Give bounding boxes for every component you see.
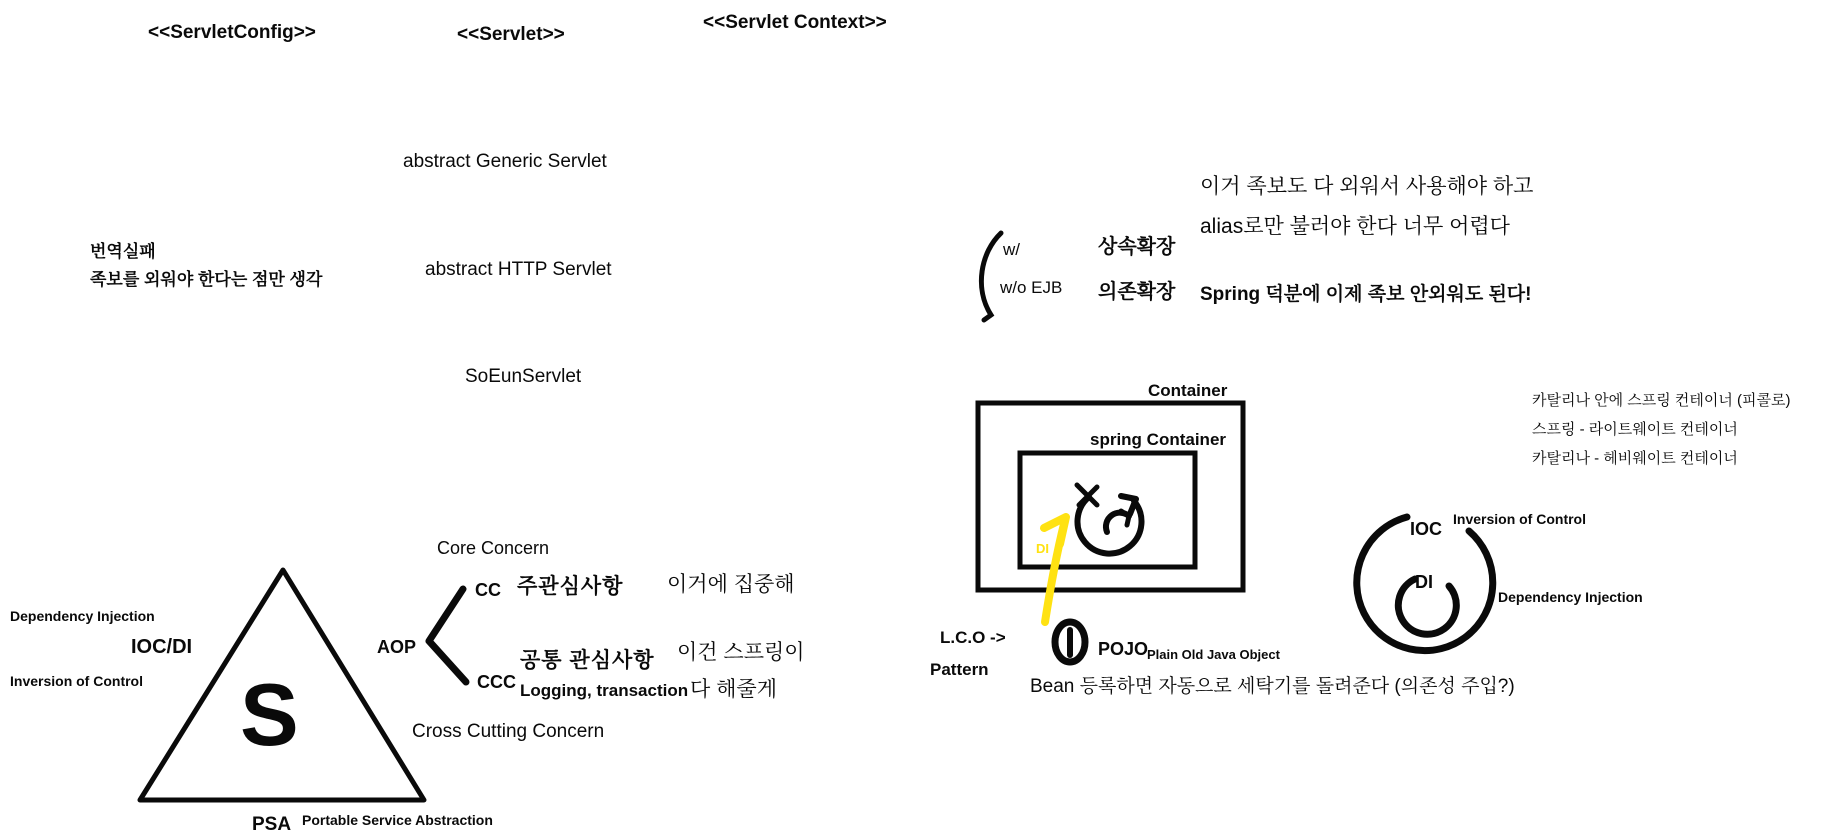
container-label: Container [1148,381,1228,400]
with-label: w/ [1003,240,1020,259]
ejb-complaint-line2: alias로만 불러야 한다 너무 어렵다 [1200,215,1510,238]
ejb-brace-shape [981,233,1001,320]
di-label: DI [1415,572,1433,592]
inversion-of-control-label: Inversion of Control [1453,511,1586,527]
abstract-generic-servlet-label: abstract Generic Servlet [403,151,607,172]
triangle-ioc-di-label: IOC/DI [131,636,193,658]
logging-transaction-label: Logging, transaction [520,681,689,700]
focus-note: 이거에 집중해 [667,573,795,596]
spring-container-label: spring Container [1090,430,1227,449]
power-icon [1055,622,1085,662]
servlet-context-heading: <<Servlet Context>> [703,12,887,33]
ccc-korean-label: 공통 관심사항 [520,649,655,672]
triangle-ioc-full-label: Inversion of Control [10,673,143,689]
abstract-http-servlet-label: abstract HTTP Servlet [425,259,612,280]
catalina-note-line1: 카탈리나 안에 스프링 컨테이너 (피콜로) [1532,392,1791,409]
lco-label: L.C.O -> [940,628,1006,647]
cycle-arrows-icon [1077,485,1141,554]
cc-korean-label: 주관심사항 [517,575,624,598]
ioc-label: IOC [1410,519,1443,539]
dependency-extend-label: 의존확장 [1098,281,1176,303]
ccc-label: CCC [477,672,516,692]
core-concern-label: Core Concern [437,538,550,558]
aop-label: AOP [377,637,417,657]
pojo-label: POJO [1098,639,1149,659]
catalina-note-line2: 스프링 - 라이트웨이트 컨테이너 [1532,421,1738,438]
servlet-config-heading: <<ServletConfig>> [148,22,316,43]
ejb-complaint-line1: 이거 족보도 다 외워서 사용해야 하고 [1200,175,1534,198]
servlet-heading: <<Servlet>> [457,24,565,45]
psa-label: PSA [252,814,292,835]
bean-note: Bean 등록하면 자동으로 세탁기를 돌려준다 (의존성 주입?) [1030,676,1515,697]
spring-relief-note: Spring 덕분에 이제 족보 안외워도 된다! [1200,284,1532,305]
aop-bracket-shape [429,589,466,682]
catalina-note-line3: 카탈리나 - 헤비웨이트 컨테이너 [1532,450,1738,467]
memorize-note: 족보를 외워야 한다는 점만 생각 [90,270,323,289]
inheritance-extend-label: 상속확장 [1098,236,1176,258]
di-yellow-label: DI [1036,541,1049,556]
cc-label: CC [475,580,501,600]
psa-full-label: Portable Service Abstraction [302,812,493,828]
translation-fail-note: 번역실패 [90,242,156,261]
pojo-full-label: Plain Old Java Object [1147,647,1280,662]
spring-does-it-note-line2: 다 해줄게 [690,678,777,701]
spring-s-letter: S [240,665,299,764]
pattern-label: Pattern [930,660,989,679]
triangle-di-full-label: Dependency Injection [10,608,155,624]
cross-cutting-concern-label: Cross Cutting Concern [412,721,605,742]
without-ejb-label: w/o EJB [1000,278,1063,297]
dependency-injection-label: Dependency Injection [1498,589,1643,605]
spring-does-it-note-line1: 이건 스프링이 [677,641,805,664]
soeun-servlet-label: SoEunServlet [465,366,582,387]
